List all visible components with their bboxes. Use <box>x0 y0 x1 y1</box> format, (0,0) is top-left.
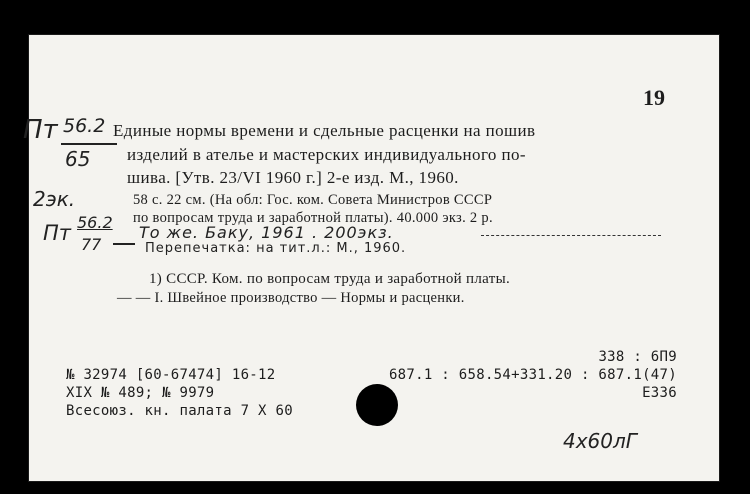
handwritten-reprint-note: Перепечатка: на тит.л.: М., 1960. <box>145 241 407 256</box>
shelfmark-second-numerator: 56.2 <box>77 213 113 232</box>
page-number: 19 <box>643 85 665 110</box>
chamber-stamp: Всесоюз. кн. палата 7 X 60 <box>66 403 293 419</box>
handwritten-dash-line <box>481 235 661 236</box>
accession-number: № 32974 [60-67474] 16-12 <box>66 367 276 383</box>
subject-line-2: — — I. Швейное производство — Нормы и расценки. <box>117 290 465 306</box>
description-line-1: Единые нормы времени и сдельные расценки на пошив <box>113 121 536 140</box>
shelfmark-second-prefix: Пт <box>43 221 72 245</box>
shelfmark-second-denominator: 77 <box>81 235 102 254</box>
description-line-2: изделий в ателье и мастерских индивидуального по- <box>127 145 526 164</box>
description-line-5: по вопросам труда и заработной платы). 40.000 экз. 2 р. <box>133 210 493 226</box>
shelfmark-denominator: 65 <box>65 147 91 171</box>
classification-code-2: 687.1 : 658.54+331.20 : 687.1(47) <box>388 367 677 383</box>
series-number: XIX № 489; № 9979 <box>66 385 215 401</box>
handwritten-bottom-note: 4х60лГ <box>563 429 637 453</box>
handwritten-same-entry: То же. Баку, 1961 . 200экз. <box>139 223 394 242</box>
shelfmark-prefix: Пт <box>23 115 58 145</box>
copies-note: 2эк. <box>33 187 76 211</box>
shelfmark-second-dash <box>113 243 135 245</box>
description-line-4: 58 с. 22 см. (На обл: Гос. ком. Совета Министров СССР <box>133 192 493 208</box>
author-mark: Е336 <box>642 385 677 401</box>
shelfmark-fraction-line <box>61 143 117 145</box>
shelfmark-numerator: 56.2 <box>63 115 106 137</box>
description-line-3: шива. [Утв. 23/VI 1960 г.] 2-е изд. М., 1960. <box>127 168 459 187</box>
classification-code-1: 338 : 6П9 <box>598 349 677 365</box>
subject-line-1: 1) СССР. Ком. по вопросам труда и заработной платы. <box>149 271 511 287</box>
card-punch-hole <box>356 384 398 426</box>
